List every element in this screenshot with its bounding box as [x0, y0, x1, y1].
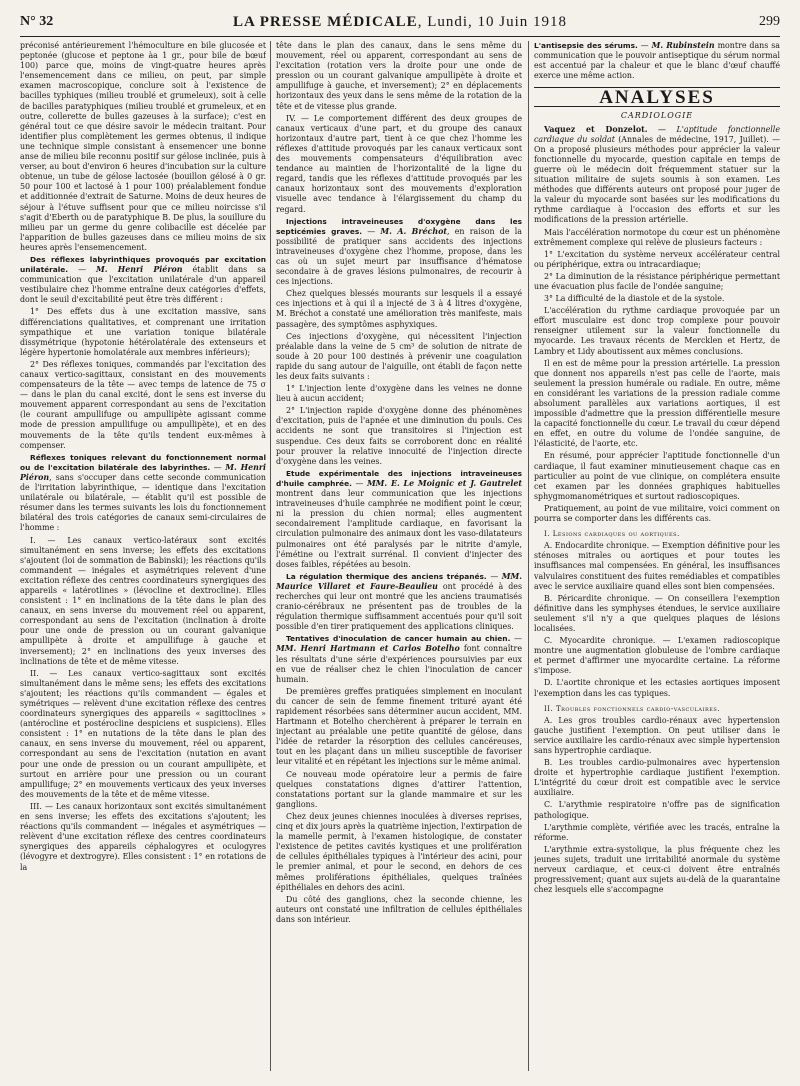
article-text: ont procédé à des recherches qui leur ont montré que les anciens traumatisés cranio-cérébraux ne présentent pas de troubles de la régulation thermique suffisamment accentués pour qu'il soit possible d'en tirer pratiquement des applications cliniques.: [276, 581, 522, 632]
column-right: [534, 41, 780, 1073]
subsection-title: I. Lésions cardiaques ou aortiques.: [544, 530, 680, 539]
paragraph: 2° La diminution de la résistance périphérique permettant une évacuation plus facile de l'ondée sanguine;: [534, 271, 780, 291]
journal-title: [20, 14, 780, 31]
article-author: M. Henri Piéron: [96, 265, 183, 275]
paragraph: Chez quelques blessés mourants sur lesquels il a essayé ces injections et à qui il a injecté de 3 à 4 litres d'oxygène, M. Bréchot a constaté une amélioration très manifeste, mais passagère, des symptômes asphyxiques.: [276, 289, 522, 329]
article-paragraph: L'antisepsie des sérums. — M. Rubinstein montre dans sa communication que le pouvoir antiseptique du sérum normal est accentué par la chaleur et que le blanc d'œuf chauffé exerce une même action.: [534, 41, 780, 81]
paragraph: L'accélération du rythme cardiaque provoquée par un effort musculaire est donc trop complexe pour pouvoir renseigner utilement sur la valeur fonctionnelle du myocarde. Les travaux récents de Mercklen et Hertz, de Lambry et Lidy aboutissent aux mêmes conclusions.: [534, 306, 780, 356]
paragraph: 2° L'injection rapide d'oxygène donne des phénomènes d'excitation, puis de l'apnée et une diminution du pouls. Ces accidents ne sont que transitoires si l'injection est suspendue. Ces deux faits se corroborent donc en réalité pour prouver la relative innocuité de l'injection directe d'oxygène dans les veines.: [276, 406, 522, 466]
paragraph: 1° Des effets dus à une excitation massive, sans différenciations qualitatives, et comprenant une irritation sympathique et une variation tonique bilatérale dissymétrique (hypotonie hétérolatérale des extenseurs et légère hypertonie homolatérale aux membres inférieurs);: [20, 307, 266, 357]
paragraph: 1° L'injection lente d'oxygène dans les veines ne donne lieu à aucun accident;: [276, 384, 522, 404]
paragraph: C. Myocardite chronique. — L'examen radioscopique montre une augmentation globuleuse de l'ombre cardiaque et permet d'affirmer une myocardite certaine. La réforme s'impose.: [534, 636, 780, 676]
paragraph: 1° L'excitation du système nerveux accélérateur central ou périphérique, extra ou intracardiaque;: [534, 249, 780, 269]
article-heading: La régulation thermique des anciens trépanés.: [286, 571, 487, 581]
paragraph: II. — Les canaux vertico-sagittaux sont excités simultanément dans le même sens; les effets des excitations s'ajoutent; les réactions qu'ils commandent — égales et symétriques — relèvent d'une excitation réflexe des centres coordinateurs synergiques des appareils « sagittoclines » (antérocline et postérocline despiciens et suspiciens). Elles consistent : 1° en nutations de la tête dans le plan des canaux, en sens inverse du mouvement, réel ou apparent, correspondant au sens de l'excitation (nutation en avant pour une onde de pression ou un courant ampullipète, et surtout en arrière pour une pression ou un courant ampullifuge; 2° en mouvements verticaux des yeux inverses des mouvements de la tête et de même vitesse.: [20, 668, 266, 799]
review-authors: Vaquez et Donzelot.: [544, 124, 648, 134]
article-paragraph: Des réflexes labyrinthiques provoqués par excitation unilatérale. — M. Henri Piéron établit dans sa communication que l'excitation unilatérale d'un appareil vestibulaire chez l'homme entraîne deux catégories d'effets, dont le seuil d'excitabilité peut être très différent :: [20, 254, 266, 305]
paragraph: Pratiquement, au point de vue militaire, voici comment on pourra se comporter dans les différents cas.: [534, 503, 780, 524]
article-paragraph: Injections intraveineuses d'oxygène dans les septicémies graves. — M. A. Bréchot, en raison de la possibilité de pratiquer sans accidents des injections intraveineuses d'oxygène chez l'homme, propose, dans les cas où un sujet meurt par insuffisance d'hématose secondaire à de graves lésions pulmonaires, de recourir à ces injections.: [276, 216, 522, 287]
paragraph: 2° Des réflexes toniques, commandés par l'excitation des canaux vertico-sagittaux, consistant en des mouvements compensateurs de la tête — avec temps de latence de 75 σ — dans le plan du canal excité, dont le sens est inverse du mouvement apparent correspondant au sens de l'excitation (le courant ampullifuge ou ampullipète agissant comme mode de pression ampullifuge ou ampullipète), et en des mouvements de la tête qu'ils tendent eux-mêmes à compenser.: [20, 359, 266, 450]
article-text: , sans s'occuper dans cette seconde communication de l'irritation labyrinthique, — identique dans l'excitation unilatérale ou bilatérale, — établit qu'il est possible de résumer dans les termes suivants les lois du fonctionnement bilatéral des trois catégories de canaux semi-circulaires de l'homme :: [20, 472, 266, 533]
journal-name: LA PRESSE MÉDICALE: [232, 14, 418, 30]
paragraph: Ce nouveau mode opératoire leur a permis de faire quelques constatations dignes d'attirer l'attention, constatations portant sur la glande mammaire et sur les ganglions.: [276, 769, 522, 809]
article-text: montre dans sa communication que le pouvoir antiseptique du sérum normal est accentué par la chaleur et que le blanc d'œuf chauffé exerce une même action.: [534, 41, 780, 81]
article-author: MM. Maurice Villaret et Faure-Beaulieu: [276, 571, 522, 591]
article-heading: Tentatives d'inoculation de cancer humain au chien.: [286, 634, 511, 644]
paragraph: A. Les gros troubles cardio-rénaux avec hypertension gauche justifient l'exemption. On peut utiliser dans le service auxiliaire les cardio-rénaux avec simple hypertension sans hypertrophie cardiaque.: [534, 715, 780, 755]
paragraph: A. Endocardite chronique. — Exemption définitive pour les sténoses mitrales ou aortiques et pour toutes les insuffisances mal compensées. En général, les insuffisances valvulaires constituent des fuites remédiables et compatibles avec le service auxiliaire quand elles sont bien compensées.: [534, 541, 780, 591]
page-number: 299: [759, 14, 780, 29]
paragraph: Mais l'accélération normotope du cœur est un phénomène extrêmement complexe qui relève de plusieurs facteurs :: [534, 227, 780, 247]
article-paragraph: Etude expérimentale des injections intraveineuses d'huile camphrée. — MM. E. Le Moignic et J. Gautrelet montrent dans leur communication que les injections intraveineuses d'huile camphrée ne modifient point le cœur, ni la pression du chien normal; elles augmentent secondairement l'amplitude cardiaque, en favorisant la circulation pulmonaire des animaux dont les vaso-dilatateurs pulmonaires ont été paralysés par le nitrite d'amyle, l'émétine ou l'extrait surrénal. Il convient d'injecter des doses faibles, répétées au besoin.: [276, 468, 522, 569]
article-text: font connaître les résultats d'une série d'expériences poursuivies par eux en vue de réaliser chez le chien l'inoculation de cancer humain.: [276, 644, 522, 684]
paragraph: Il en est de même pour la pression artérielle. La pression que donnent nos appareils n'est pas celle de l'aorte, mais seulement la pression humérale ou radiale. En outre, même en considérant les variations de la pression radiale comme absolument parallèles aux variations aortiques, il est impossible d'admettre que la pression différentielle mesure la capacité fonctionnelle du cœur. Le travail du cœur dépend en effet, en outre du volume de l'ondée sanguine, de l'élasticité, de l'aorte, etc.: [534, 358, 780, 449]
article-paragraph: Tentatives d'inoculation de cancer humain au chien. — MM. Henri Hartmann et Carlos Botelho font connaître les résultats d'une série d'expériences poursuivies par eux en vue de réaliser chez le chien l'inoculation de cancer humain.: [276, 634, 522, 684]
paragraph: 3° La difficulté de la diastole et de la systole.: [544, 294, 725, 304]
article-paragraph: La régulation thermique des anciens trépanés. — MM. Maurice Villaret et Faure-Beaulieu ont procédé à des recherches qui leur ont montré que les anciens traumatisés cranio-cérébraux ne présentent pas de troubles de la régulation thermique suffisamment accentués pour qu'il soit possible d'en tirer pratiquement des applications cliniques.: [276, 571, 522, 632]
section-banner-analyses: ANALYSES: [534, 87, 780, 107]
column-rule: [270, 41, 271, 1071]
column-left: [20, 41, 266, 1073]
paragraph: I. — Les canaux vertico-latéraux sont excités simultanément en sens inverse; les effets des excitations s'ajoutent (loi de sommation de Babinski); les réactions qu'ils commandent — inégales et asymétriques relevent d'une excitation réflexe des centres coordinateurs synergiques des appareils « latérotlines » (lévocline et dextrocline). Elles consistent : 1° en inclinations de la tête dans le plan des canaux, en sens inverse du mouvement réel ou apparent, correspondant au sens de l'excitation (inclination à droite pour une onde de pression ou un courant galvanique ampullipète à droite et ampullifuge à gauche et inversement); 2° en inclinations des yeux inverses des inclinations de tête et de même vitesse.: [20, 535, 266, 666]
running-head: [20, 14, 780, 37]
article-heading: Des réflexes labyrinthiques provoqués par excitation unilatérale.: [20, 254, 266, 275]
article-author: MM. Henri Hartmann et Carlos Botelho: [276, 644, 460, 654]
article-author: M. A. Bréchot: [380, 226, 447, 236]
review-text: — On a proposé plusieurs méthodes pour apprécier la valeur fonctionnelle du myocarde, question capitale en temps de guerre où le médecin doit fréquemment statuer sur la situation militaire de sujets soumis à son examen. Les méthodes que différents auteurs ont proposé pour juger de la valeur du myocarde sont basées sur les modifications du rythme cardiaque à l'occasion des efforts et sur les modifications de la pression artérielle.: [534, 134, 780, 225]
article-heading: Injections intraveineuses d'oxygène dans les septicémies graves.: [276, 216, 522, 236]
paragraph: préconisé antérieurement l'hémoculture en bile glucosée et peptonée (glucose et peptone àa 1 gr., pour bile de bœuf 100) parce que, moins de vingt-quatre heures après l'ensemencement dans ce milieu, on peut, par simple examen macroscopique, conclure soit à l'existence de bacilles typhiques (milieu troublé et grumeleux), soit à celle de bacilles paratyphiques (milieu troublé et grumeleux, et en outre, collerette de bulles gazeuses à la surface); c'est en général tout ce que désire savoir le médecin traitant. Pour identifier plus complètement les germes obtenus, il indique une technique simple consistant à ensemencer une bonne anse de milieu bile reconnu positif sur gélose inclinée, puis à verser, au bout d'environ 6 heures d'incubation sur la culture obtenue, un tube de gélose lactosée (bouillon gélosé à 0 gr. 50 pour 100 et lactosé à 1 pour 100) préalablement fondue et additionnée d'extrait de Saturne. Moins de deux heures de séjour à l'étuve suffisent pour que ce milieu noircisse s'il s'agit d'Eberth ou de paratyphique B. De plus, la souillure du milieu par un germe du genre colibacille est décelée par l'apparition de bulles gazeuses dans ce milieu moins de six heures après l'ensemencement.: [20, 41, 266, 252]
paragraph: tête dans le plan des canaux, dans le sens même du mouvement, réel ou apparent, correspondant au sens de l'excitation (rotation vers la droite pour une onde de pression ou un courant galvanique ampullipète à droite et ampullifuge à gauche, et inversement); 2° en déplacements horizontaux des yeux dans le sens même de la rotation de la tête et de vitesse plus grande.: [276, 41, 522, 111]
paragraph: B. Péricardite chronique. — On conseillera l'exemption définitive dans les symphyses étendues, le service auxiliaire seulement s'il n'y a que quelques plaques de lésions localisées.: [534, 593, 780, 633]
article-heading: L'antisepsie des sérums.: [534, 41, 638, 50]
review-source: (Annales de médecine, 1917, Juillet).: [618, 134, 769, 144]
article-text: montrent dans leur communication que les injections intraveineuses d'huile camphrée ne modifient point le cœur, ni la pression du chien normal; elles augmentent secondairement l'amplitude cardiaque, en favorisant la circulation pulmonaire des animaux dont les vaso-dilatateurs pulmonaires ont été paralysés par le nitrite d'amyle, l'émétine ou l'extrait surrénal. Il convient d'injecter des doses faibles, répétées au besoin.: [276, 489, 522, 569]
article-author: MM. E. Le Moignic et J. Gautrelet: [366, 478, 522, 488]
article-author: M. Henri Piéron: [20, 462, 266, 482]
issue-date: , Lundi, 10 Juin 1918: [417, 14, 568, 30]
subsection-title: II. Troubles fonctionnels cardio-vasculaires.: [544, 704, 721, 713]
article-paragraph: Réflexes toniques relevant du fonctionnement normal ou de l'excitation bilatérale des labyrinthes. — M. Henri Piéron, sans s'occuper dans cette seconde communication de l'irritation labyrinthique, — identique dans l'excitation unilatérale ou bilatérale, — établit qu'il est possible de résumer dans les termes suivants les lois du fonctionnement bilatéral des trois catégories de canaux semi-circulaires de l'homme :: [20, 452, 266, 533]
paragraph: Chez deux jeunes chiennes inoculées à diverses reprises, cinq et dix jours après la quatrième injection, l'extirpation de la mamelle permit, à l'examen histologique, de constater l'existence de petites cavités kystiques et une prolifération de cellules épithéliales typiques à l'intérieur des acini, pour le premier animal, et pour le second, en dehors de ces mêmes proliférations épithéliales, quelques traînées épithéliales en dehors des acini.: [276, 811, 522, 892]
paragraph: D. L'aortite chronique et les ectasies aortiques imposent l'exemption dans les cas typiques.: [534, 678, 780, 698]
review-entry: [534, 125, 780, 226]
column-middle: [276, 41, 522, 1073]
article-heading: Réflexes toniques relevant du fonctionnement normal ou de l'excitation bilatérale des labyrinthes.: [20, 452, 266, 472]
paragraph: L'arythmie complète, vérifiée avec les tracés, entraîne la réforme.: [534, 822, 780, 842]
article-author: M. Rubinstein: [651, 41, 715, 50]
paragraph: IV. — Le comportement différent des deux groupes de canaux verticaux d'une part, et du groupe des canaux horizontaux d'autre part, tient à ce que chez l'homme les réflexes d'attitude provoqués par les canaux verticaux sont des mouvements compensateurs d'équilibration avec tendance au maintien de l'horizontalité de la ligne du regard, tandis que les réflexes d'attitude provoqués par les canaux horizontaux sont des mouvements d'exploration visuelle avec tendance à l'élargissement du champ du regard.: [276, 113, 522, 214]
issue-number: N° 32: [20, 14, 54, 29]
paragraph: En résumé, pour apprécier l'aptitude fonctionnelle d'un cardiaque, il faut examiner minutieusement chaque cas en particulier au point de vue clinique, on complétera ensuite cet examen par les données graphiques habituelles sphygmomanométriques et surtout radioscopiques.: [534, 451, 780, 501]
paragraph: Ces injections d'oxygène, qui nécessitent l'injection préalable dans la veine de 5 cm³ de solution de nitrate de soude à 20 pour 100 destinés à prévenir une coagulation rapide du sang autour de l'aiguille, ont établi de façon nette les deux faits suivants :: [276, 331, 522, 381]
article-text: , en raison de la possibilité de pratiquer sans accidents des injections intraveineuses d'oxygène chez l'homme, propose, dans les cas où un sujet meurt par insuffisance d'hématose secondaire à de graves lésions pulmonaires, de recourir à ces injections.: [276, 226, 522, 287]
paragraph: De premières greffes pratiquées simplement en inoculant du cancer de sein de femme finement trituré ayant été rapidement résorbées sans déterminer aucun accident, MM. Hartmann et Botelho cherchèrent à préparer le terrain en injectant au préalable une petite quantité de gélose, dans l'idée de retarder la résorption des cellules cancéreuses, tout en les plaçant dans un milieu susceptible de favoriser leur vitalité et en répétant les injections sur le même animal.: [276, 686, 522, 767]
paragraph: B. Les troubles cardio-pulmonaires avec hypertension droite et hypertrophie cardiaque justifient l'exemption. L'intégrité du cœur droit est compatible avec le service auxiliaire.: [534, 758, 780, 798]
column-rule: [528, 41, 529, 1071]
section-subtitle-cardiologie: CARDIOLOGIE: [620, 111, 694, 121]
paragraph: Du côté des ganglions, chez la seconde chienne, les auteurs ont constaté une infiltration de cellules épithéliales dans son intérieur.: [276, 894, 522, 924]
article-heading: Etude expérimentale des injections intraveineuses d'huile camphrée.: [276, 468, 522, 488]
article-text: établit dans sa communication que l'excitation unilatérale d'un appareil vestibulaire chez l'homme entraîne deux catégories d'effets, dont le seuil d'excitabilité peut être très différent :: [20, 265, 266, 305]
paragraph: L'arythmie extra-systolique, la plus fréquente chez les jeunes sujets, traduit une irritabilité anormale du système nerveux cardiaque, et ceux-ci doivent être entraînés progressivement; quant aux sujets au-delà de la quarantaine chez lesquels elle s'accompagne: [534, 844, 780, 895]
review-title: — L'aptitude fonctionnelle cardiaque du soldat: [534, 124, 780, 144]
journal-page: [8, 4, 792, 1078]
paragraph: III. — Les canaux horizontaux sont excités simultanément en sens inverse; les effets des excitations s'ajoutent; les réactions qu'ils commandent — inégales et asymétriques — relèvent d'une excitation réflexe des centres coordinateurs synergiques des appareils céphalogyres et oculogyres (lévogyre et dextrogyre). Elles consistent : 1° en rotations de la: [20, 801, 266, 872]
paragraph: C. L'arythmie respiratoire n'offre pas de signification pathologique.: [534, 800, 780, 820]
